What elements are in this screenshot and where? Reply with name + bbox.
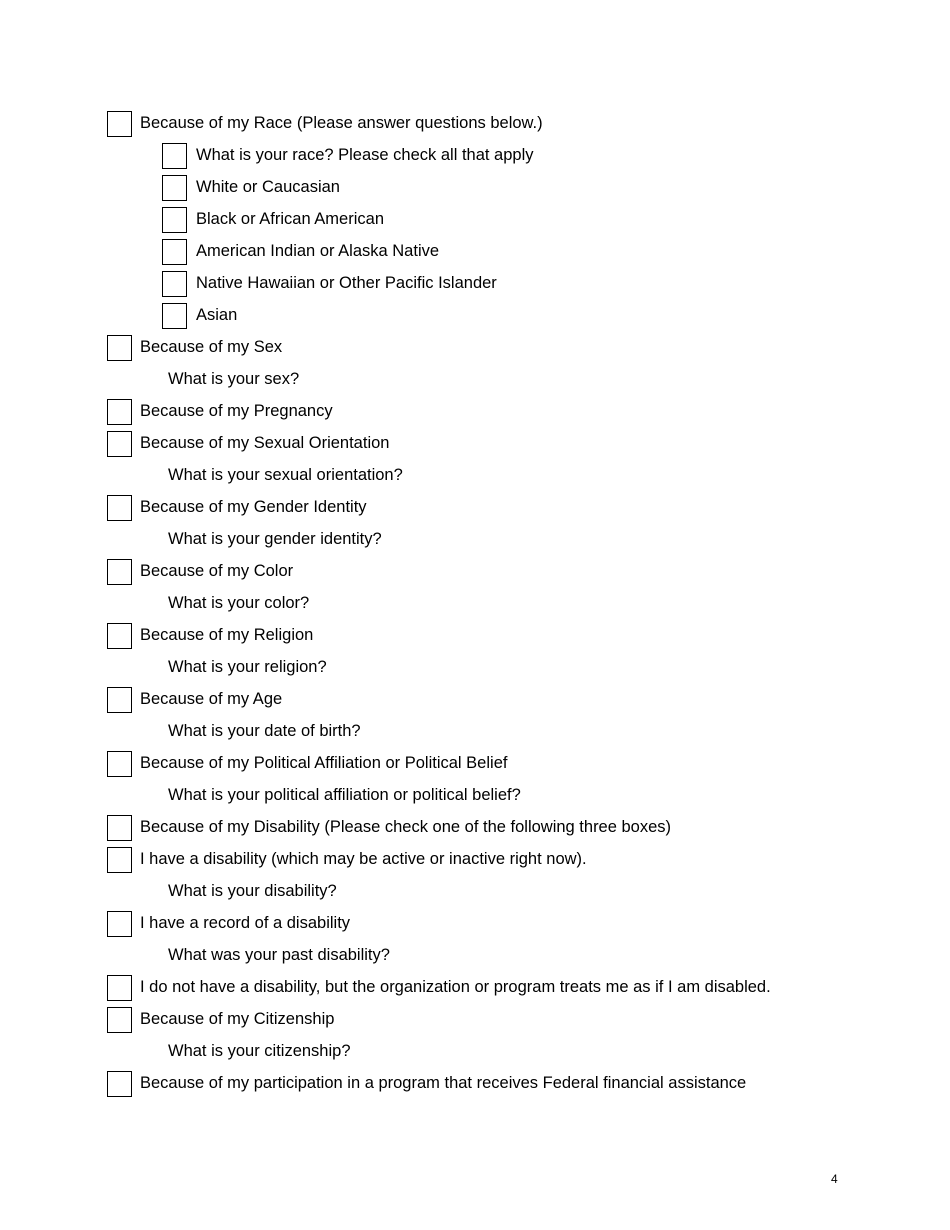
checkbox-option (0, 972, 950, 1004)
checkbox[interactable] (107, 911, 132, 937)
question-text: What is your disability? (168, 882, 337, 900)
checkbox-label: Because of my Race (Please answer questions below.) (140, 114, 543, 132)
checkbox-label: Because of my Sex (140, 338, 283, 356)
checkbox[interactable] (107, 847, 132, 873)
sub-checkbox-option (0, 204, 950, 236)
question-text: What is your sex? (168, 370, 300, 388)
checkbox-label: Because of my Disability (Please check one of the following three boxes) (140, 818, 672, 836)
checkbox-label: Because of my Gender Identity (140, 498, 367, 516)
checkbox[interactable] (107, 975, 132, 1001)
checkbox[interactable] (162, 207, 187, 233)
checkbox-option (0, 684, 950, 716)
checkbox-option (0, 1068, 950, 1100)
question-text: What is your political affiliation or political belief? (168, 786, 521, 804)
checkbox-option (0, 620, 950, 652)
page-number: 4 (831, 1172, 838, 1186)
sub-checkbox-option (0, 140, 950, 172)
checkbox-label: Asian (196, 306, 238, 324)
checkbox-label: Because of my Pregnancy (140, 402, 333, 420)
checkbox[interactable] (107, 751, 132, 777)
follow-up-question (0, 780, 950, 812)
follow-up-question (0, 364, 950, 396)
checkbox-option (0, 1004, 950, 1036)
follow-up-question (0, 524, 950, 556)
checkbox-option (0, 332, 950, 364)
checkbox-label: American Indian or Alaska Native (196, 242, 440, 260)
question-text: What is your color? (168, 594, 310, 612)
checkbox[interactable] (162, 303, 187, 329)
checkbox-option (0, 492, 950, 524)
checkbox-label: Because of my Sexual Orientation (140, 434, 390, 452)
checkbox-label: Native Hawaiian or Other Pacific Islander (196, 274, 497, 292)
checkbox-label: Because of my Political Affiliation or Political Belief (140, 754, 508, 772)
question-text: What is your gender identity? (168, 530, 382, 548)
checkbox[interactable] (107, 495, 132, 521)
checkbox[interactable] (107, 111, 132, 137)
checkbox-option (0, 108, 950, 140)
follow-up-question (0, 716, 950, 748)
question-text: What is your citizenship? (168, 1042, 351, 1060)
checkbox[interactable] (107, 1007, 132, 1033)
question-text: What is your date of birth? (168, 722, 361, 740)
sub-checkbox-option (0, 300, 950, 332)
checkbox-option (0, 748, 950, 780)
follow-up-question (0, 652, 950, 684)
checkbox-option (0, 812, 950, 844)
checkbox-label: Because of my participation in a program that receives Federal financial assistance (140, 1074, 747, 1092)
checkbox-label: Because of my Color (140, 562, 294, 580)
checkbox[interactable] (107, 431, 132, 457)
follow-up-question (0, 940, 950, 972)
checkbox-option (0, 556, 950, 588)
checkbox[interactable] (162, 239, 187, 265)
checkbox-label: What is your race? Please check all that apply (196, 146, 534, 164)
checkbox-label: I have a record of a disability (140, 914, 351, 932)
checkbox-label: Because of my Religion (140, 626, 314, 644)
sub-checkbox-option (0, 172, 950, 204)
checkbox-option (0, 844, 950, 876)
question-text: What is your sexual orientation? (168, 466, 403, 484)
question-text: What is your religion? (168, 658, 327, 676)
checkbox-label: Because of my Citizenship (140, 1010, 335, 1028)
follow-up-question (0, 876, 950, 908)
checkbox-option (0, 908, 950, 940)
checkbox[interactable] (107, 815, 132, 841)
follow-up-question (0, 460, 950, 492)
sub-checkbox-option (0, 268, 950, 300)
checkbox-option (0, 396, 950, 428)
checkbox[interactable] (107, 1071, 132, 1097)
checkbox[interactable] (162, 143, 187, 169)
checkbox[interactable] (107, 399, 132, 425)
discrimination-basis-form (0, 108, 950, 1100)
sub-checkbox-option (0, 236, 950, 268)
checkbox-label: I have a disability (which may be active or inactive right now). (140, 850, 587, 868)
checkbox[interactable] (107, 335, 132, 361)
checkbox[interactable] (107, 623, 132, 649)
checkbox[interactable] (162, 271, 187, 297)
follow-up-question (0, 1036, 950, 1068)
checkbox-option (0, 428, 950, 460)
checkbox-label: I do not have a disability, but the organization or program treats me as if I am disabled. (140, 978, 771, 996)
checkbox[interactable] (162, 175, 187, 201)
follow-up-question (0, 588, 950, 620)
checkbox-label: White or Caucasian (196, 178, 340, 196)
checkbox[interactable] (107, 687, 132, 713)
question-text: What was your past disability? (168, 946, 390, 964)
checkbox[interactable] (107, 559, 132, 585)
checkbox-label: Black or African American (196, 210, 384, 228)
checkbox-label: Because of my Age (140, 690, 283, 708)
